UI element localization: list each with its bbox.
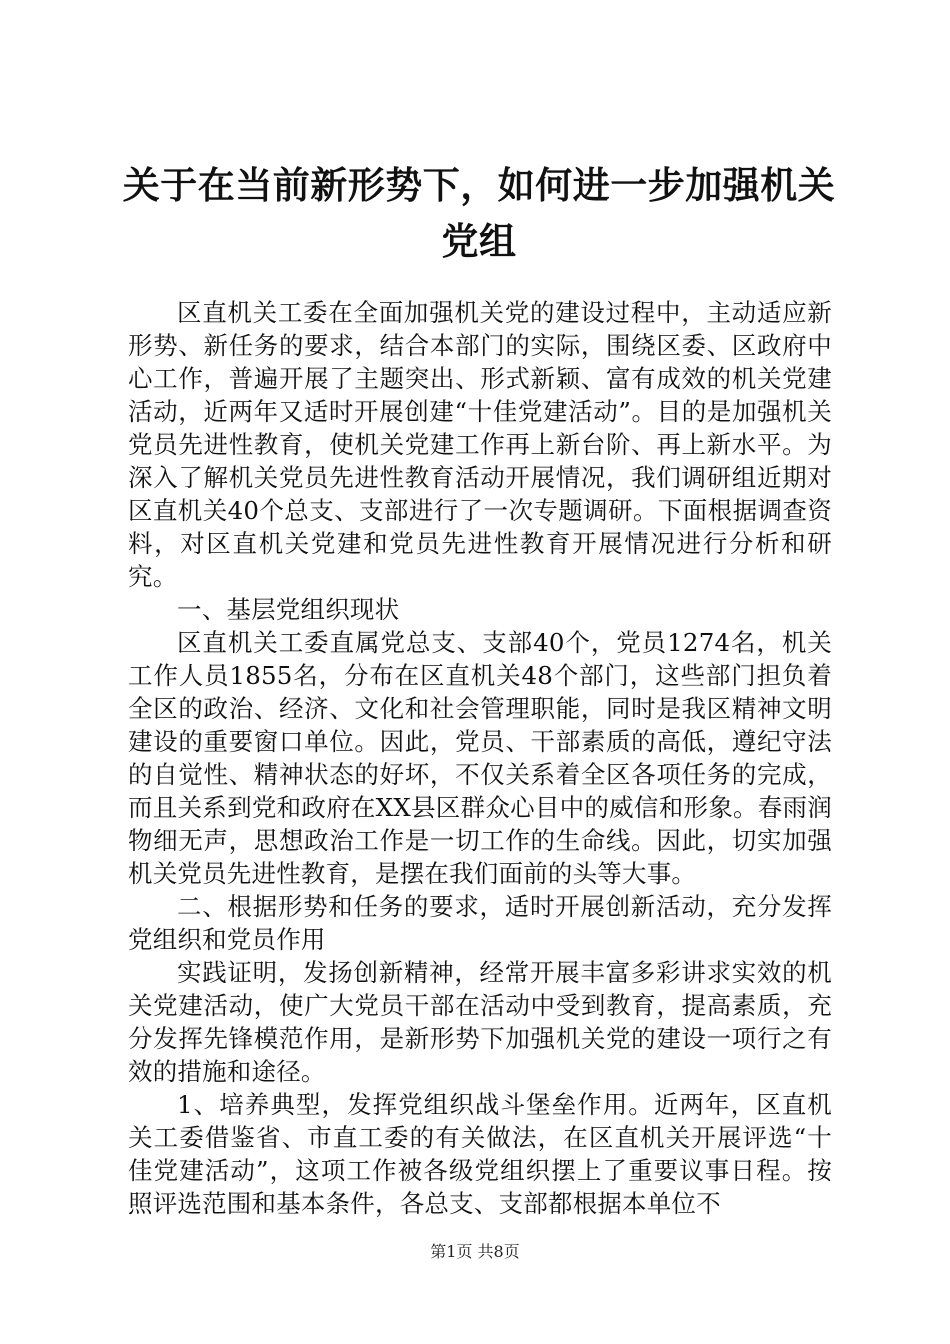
paragraph-practice: 实践证明，发扬创新精神，经常开展丰富多彩讲求实效的机关党建活动，使广大党员干部在活动中受到教育，提高素质，充分发挥先锋模范作用，是新形势下加强机关党的建设一项行之有效的措施和途径。: [128, 958, 832, 1086]
page-number-footer: 第1页 共8页: [430, 1242, 520, 1261]
document-title: 关于在当前新形势下，如何进一步加强机关党组: [122, 164, 836, 263]
section-heading-2: 二、根据形势和任务的要求，适时开展创新活动，充分发挥党组织和党员作用: [128, 892, 832, 954]
paragraph-intro: 区直机关工委在全面加强机关党的建设过程中，主动适应新形势、新任务的要求，结合本部门的实际，围绕区委、区政府中心工作，普遍开展了主题突出、形式新颖、富有成效的机关党建活动，近两年又适时开展创建“十佳党建活动”。目的是加强机关党员先进性教育，使机关党建工作再上新台阶、再上新水平。为深入了解机关党员先进性教育活动开展情况，我们调研组近期对区直机关40个总支、支部进行了一次专题调研。下面根据调查资料，对区直机关党建和党员先进性教育开展情况进行分析和研究。: [128, 298, 832, 591]
document-body: [128, 296, 832, 1220]
paragraph-item-1: 1、培养典型，发挥党组织战斗堡垒作用。近两年，区直机关工委借鉴省、市直工委的有关做法，在区直机关开展评选“十佳党建活动”，这项工作被各级党组织摆上了重要议事日程。按照评选范围和基本条件，各总支、支部都根据本单位不: [128, 1090, 832, 1218]
paragraph-status: 区直机关工委直属党总支、支部40个，党员1274名，机关工作人员1855名，分布在区直机关48个部门，这些部门担负着全区的政治、经济、文化和社会管理职能，同时是我区精神文明建设的重要窗口单位。因此，党员、干部素质的高低，遵纪守法的自觉性、精神状态的好坏，不仅关系着全区各项任务的完成，而且关系到党和政府在XX县区群众心目中的威信和形象。春雨润物细无声，思想政治工作是一切工作的生命线。因此，切实加强机关党员先进性教育，是摆在我们面前的头等大事。: [128, 628, 832, 888]
section-heading-1: 一、基层党组织现状: [177, 595, 400, 624]
